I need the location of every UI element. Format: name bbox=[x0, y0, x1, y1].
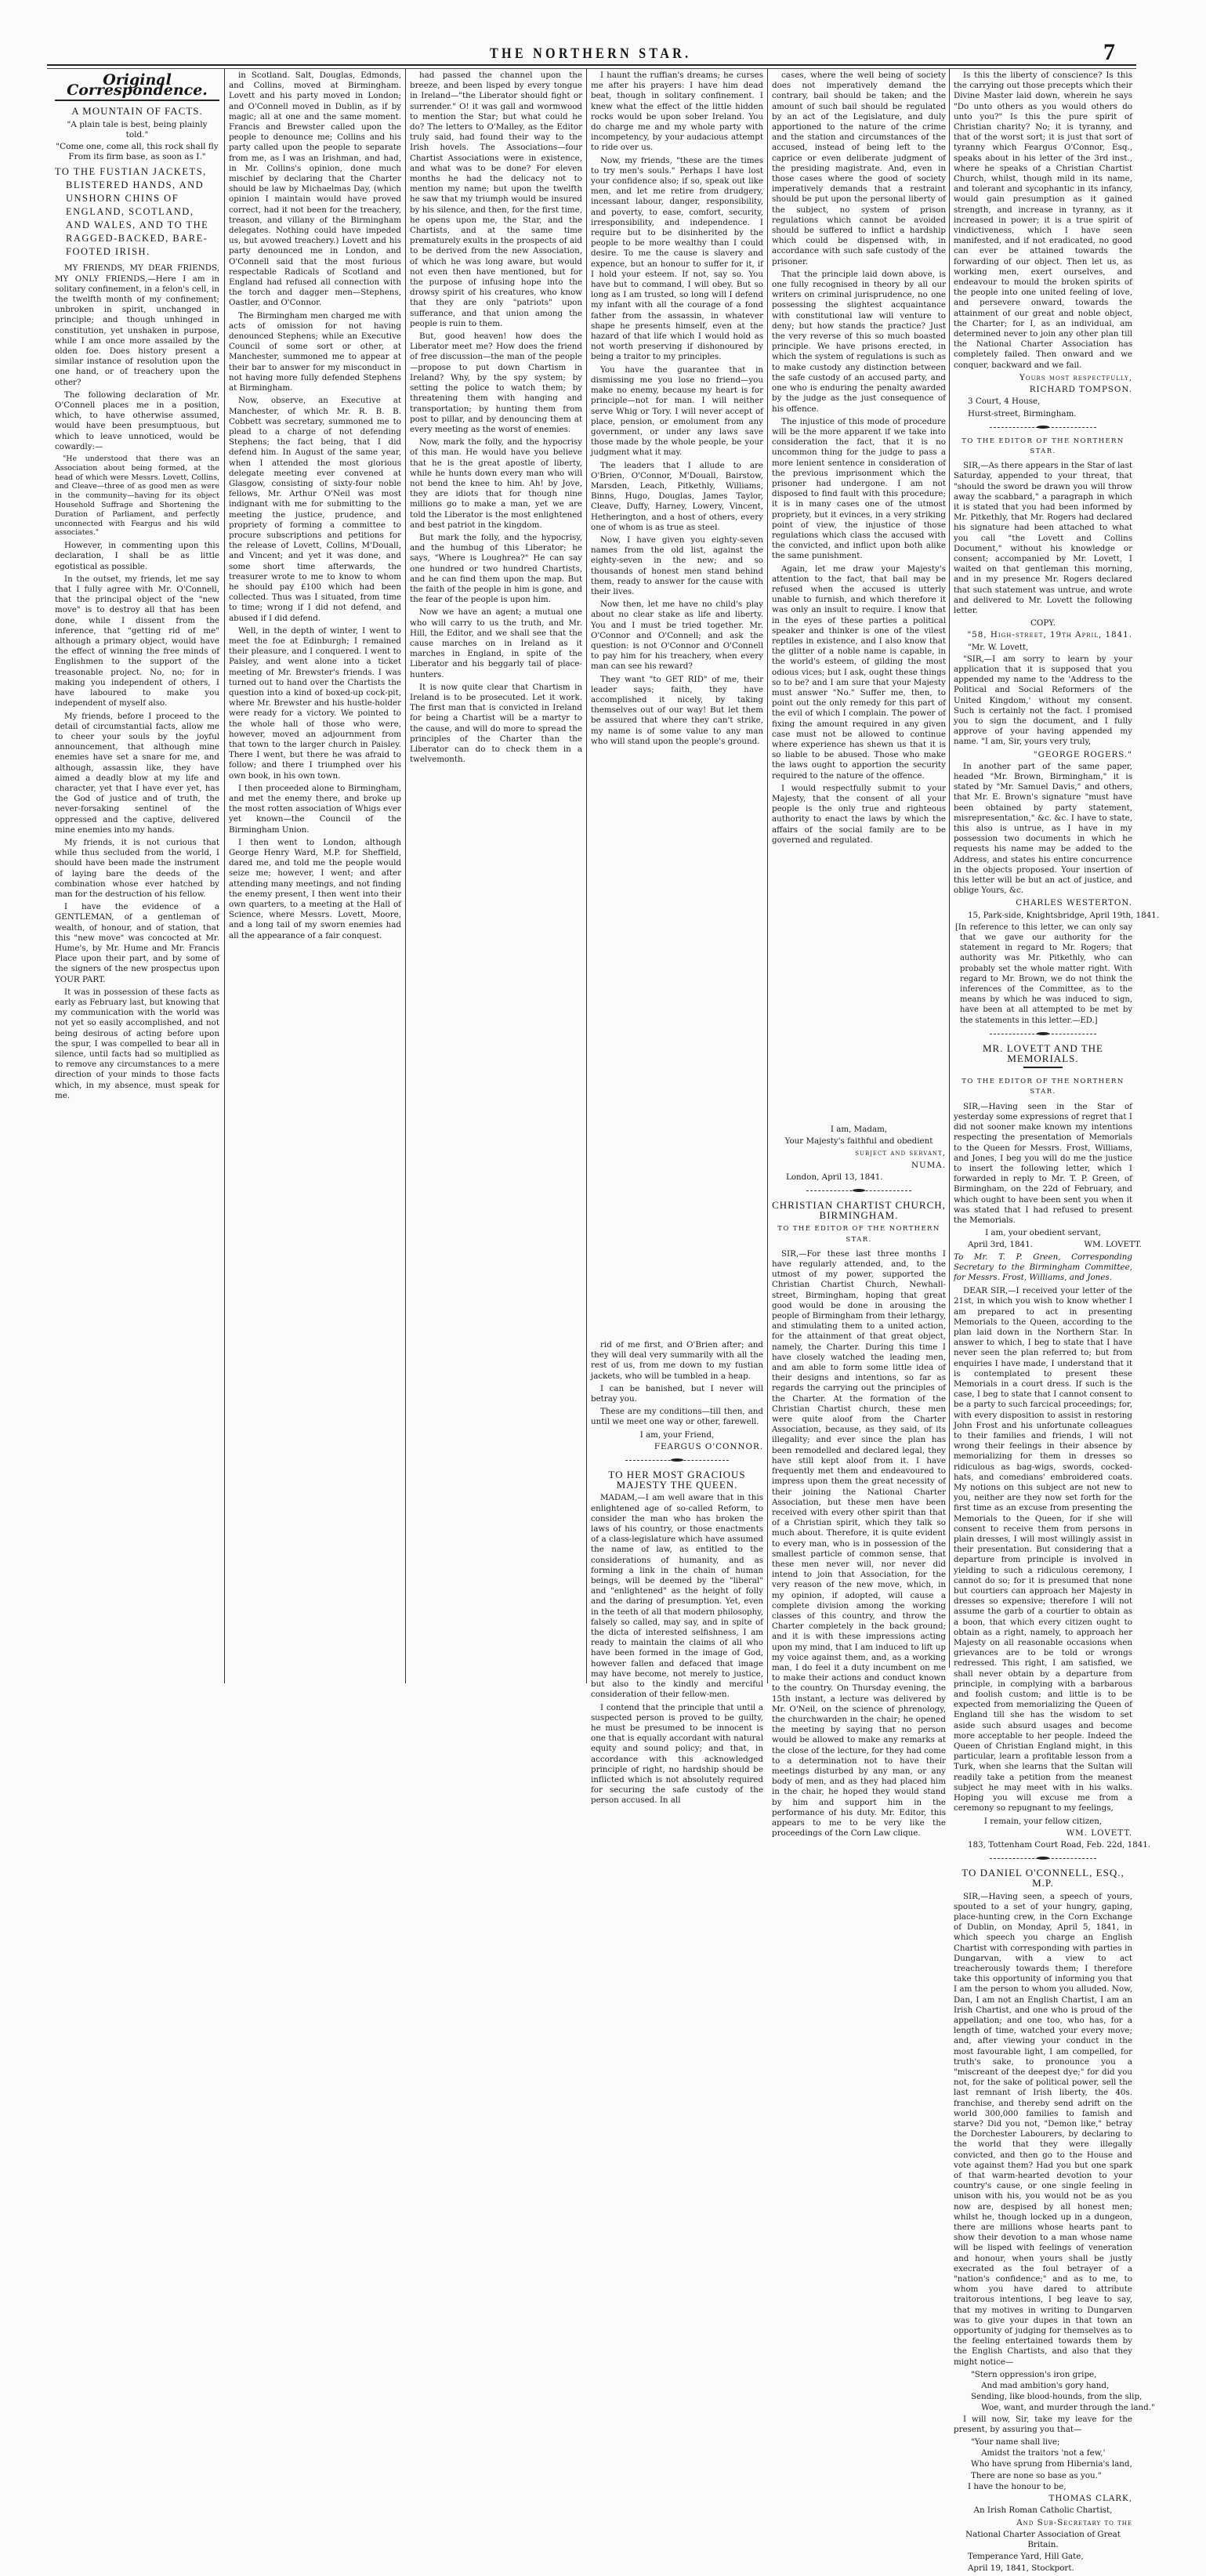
article-heading: TO DANIEL O'CONNELL, ESQ., M.P. bbox=[962, 1867, 1125, 1889]
article-heading: A MOUNTAIN OF FACTS. bbox=[71, 105, 203, 118]
address-line: "Mr. W. Lovett, bbox=[968, 642, 1029, 652]
ornamental-rule bbox=[625, 1457, 729, 1465]
column-divider bbox=[224, 69, 225, 1683]
paragraph: My friends, before I proceed to the detail of circumstantial facts, allow me to cheer your souls by the joyful announcement, that although mine enemies have set a snare for me, and although, assassin like, they have aimed a deadly blow at my life and character, yet that I have ever yet, has the God of justice and of truth, the never-forsaking sentinel of the oppressed and the captive, delivered mine enemies into my hands. bbox=[55, 711, 219, 835]
ornamental-rule bbox=[990, 1031, 1097, 1038]
signature: "GEORGE ROGERS." bbox=[1033, 749, 1132, 759]
signature: CHARLES WESTERTON. bbox=[1016, 898, 1132, 908]
letter-recipient: To Mr. T. P. Green, Corresponding Secretary to the Birmingham Committee, for Messrs. Frost, Williams, and Jones. bbox=[954, 1252, 1132, 1282]
paragraph: SIR,—Having seen in the Star of yesterday some expressions of regret that I did not sooner make known my intentions respecting the presentation of Memorials to the Queen for Messrs. Frost, Williams, and Jones, I beg you will do me the justice to insert the following letter, which I forwarded in reply to Mr. T. P. Green, of Birmingham, on the 22d of February, and which ought to have been sent you when it was stated that I had refused to present the Memorials. bbox=[954, 1101, 1132, 1225]
verse-line: "Your name shall live; bbox=[971, 2437, 1060, 2447]
paragraph: I then proceeded alone to Birmingham, and met the enemy there, and broke up the most rotten association of Whigs ever yet known—the Council of the Birmingham Union. bbox=[229, 783, 401, 835]
signature: FEARGUS O'CONNOR. bbox=[654, 1441, 763, 1451]
signature: WM. LOVETT. bbox=[1066, 1828, 1132, 1838]
closing-line: COPY. bbox=[1030, 618, 1056, 629]
address-line: 3 Court, 4 House, bbox=[968, 397, 1041, 407]
column-divider bbox=[586, 69, 587, 1683]
address-line: 15, Park-side, Knightsbridge, April 19th, 1841. bbox=[968, 910, 1160, 920]
masthead-rule bbox=[47, 64, 1136, 69]
address-line: I have the honour to be, bbox=[968, 2481, 1067, 2491]
signature: "58, High-street, 19th April, 1841. bbox=[967, 630, 1132, 640]
article-heading: CHRISTIAN CHARTIST CHURCH, BIRMINGHAM. bbox=[772, 1199, 946, 1222]
address-heading: TO THE FUSTIAN JACKETS, BLISTERED HANDS, AND UNSHORN CHINS OF ENGLAND, SCOTLAND, AND WALES, AND TO THE RAGGED-BACKED, BARE-FOOTED IRISH. bbox=[55, 166, 209, 258]
paragraph: Now, I have given you eighty-seven names from the old list, against the eighty-seven in the new; and so thousands of honest men stand behind them, ready to answer for the cause with their lives. bbox=[591, 534, 763, 596]
paragraph: "SIR,—I am sorry to learn by your application that it is supposed that you appended my name to the 'Address to the Political and Social Reformers of the United Kingdom,' without my consent. Such is certainly not the fact. I promised you to sign the document, and I fully approve of your having appended my name. "I am, Sir, yours very truly, bbox=[954, 654, 1132, 747]
paragraph: They want "to GET RID" of me, their leader says; faith, they have accomplished it nicely, by taking themselves out of our way! But let them be assured that where they can't strike, my name is of some value to any man who will stand upon the people's ground. bbox=[591, 674, 763, 746]
article-letter-to-the-queen-continued bbox=[772, 71, 946, 848]
paragraph: I would respectfully submit to your Majesty, that the consent of all your people is the only true and righteous authority to enact the laws by which the affairs of the social family are to be governed and regulated. bbox=[772, 783, 946, 845]
editor-salutation: TO THE EDITOR OF THE NORTHERN STAR. bbox=[962, 437, 1125, 455]
paragraph: I have the evidence of a GENTLEMAN, of a gentleman of wealth, of honour, and of station, that this "new move" was concocted at Mr. Hume's, by Mr. Hume and Mr. Francis Place upon their part, and by some of the signers of the new prospectus upon YOUR PART. bbox=[55, 902, 219, 984]
address-line: Temperance Yard, Hill Gate, bbox=[968, 2552, 1084, 2562]
signature: Yours most respectfully, bbox=[1019, 372, 1132, 382]
paragraph: Now, observe, an Executive at Manchester, of which Mr. R. B. B. Cobbett was secretary, summoned me to plead to a charge of not defending Stephens; the fact being, that I did defend him. In August of the same year, when I attended the most glorious delegate meeting ever convened at Glasgow, consisting of sixty-four noble fellows, Mr. Arthur O'Neil was most indignant with me for submitting to the meeting the justice, prudence, and propriety of forming a committee to procure subscriptions and petitions for the release of Lovett, Collins, M'Douall, and Vincent; and yet it was done, and some short time afterwards, the treasurer wrote to me to know to whom he should pay £100 which had been collected. Thus was I situated, from time to time; wrong if I did not defend, and abused if I did defend. bbox=[229, 396, 401, 623]
signature: RICHARD TOMPSON. bbox=[1029, 385, 1132, 395]
verse-line: Who have sprung from Hibernia's land, bbox=[971, 2459, 1132, 2469]
signature: NUMA. bbox=[911, 1160, 946, 1170]
section-heading: Original Correspondence. bbox=[55, 75, 219, 101]
closing-line: Your Majesty's faithful and obedient bbox=[784, 1136, 933, 1147]
verse-line: Amidst the traitors 'not a few,' bbox=[971, 2448, 1106, 2458]
editor-note: [In reference to this letter, we can only say that we gave our authority for the statement in regard to Mr. Rogers; that authority was Mr. Pitkethly, who can probably set the whole matter right. With regard to Mr. Brown, we do not think the inferences of the Committee, as to the means by which he was induced to sign, have been at all attempted to be met by the statements in this letter.—ED.] bbox=[955, 922, 1132, 1025]
closing-line: I remain, your fellow citizen, bbox=[983, 1816, 1103, 1826]
paragraph: had passed the channel upon the breeze, and been lisped by every tongue in Ireland—"the Liberator should fight or surrender." O! it was gall and wormwood to mention the Star; but what could he do? The letters to O'Malley, as the Editor truly said, had found their way to the Irish hovels. The Associations—four Chartist Associations were in existence, and what was to be done? For eleven months he had the delicacy not to mention my name; but upon the twelfth he saw that my triumph would be insured by his silence, and then, for the first time, he opens upon me, the Star, and the Chartists, and at the same time prematurely exults in the prospects of aid to be derived from the new Association, of which he was long aware, but would not even then have mentioned, but for the purpose of infusing hope into the drowsy spirit of his creatures, who know that they are only "patriots" upon sufferance, and that union among the people is ruin to them. bbox=[410, 71, 582, 328]
article-heading: TO HER MOST GRACIOUS MAJESTY THE QUEEN. bbox=[608, 1469, 746, 1491]
epigraph: "Come one, come all, this rock shall fly From its firm base, as soon as I." bbox=[56, 142, 219, 162]
paragraph: However, in commenting upon this declaration, I shall be as little egotistical as possible. bbox=[55, 541, 219, 571]
ornamental-rule bbox=[806, 1187, 911, 1195]
paragraph: Now, my friends, "these are the times to try men's souls." Perhaps I have lost your confidence also; if so, speak out like men, and let me retire from drudgery, incessant labour, danger, responsibility, and poverty, to ease, comfort, security, irresponsibility, and independence. I require but to be disinherited by the people to be more wealthy than I could desire. To me the cause is slavery and expence, but an honour to suffer for it, if I hold your esteem. If not, say so. You have but to command, I will obey. But so long as I am trusted, so long will I defend my infant with all the courage of a fond father from the assassin, in whatever shape he presents himself, even at the hazard of that life which I would hold as not worth preserving if dishonoured by being a traitor to my principles. bbox=[591, 155, 763, 362]
paragraph: I contend that the principle that until a suspected person is proved to be guilty, he must be presumed to be innocent is one that is equally accordant with natural equity and sound policy; and that, in accordance with this acknowledged principle of right, no hardship should be inflicted which is not absolutely required for securing the safe custody of the person accused. In all bbox=[591, 1702, 763, 1806]
newspaper-title: THE NORTHERN STAR. bbox=[490, 45, 692, 62]
paragraph: The following declaration of Mr. O'Connell places me in a position, which, to have otherwise assumed, would have been presumptuous, but which to leave unnoticed, would be cowardly:— bbox=[55, 389, 219, 451]
paragraph: Is this the liberty of conscience? Is this the carrying out those precepts which their Divine Master laid down, wherein he says "Do unto others as you would others do unto you?" Is this the pure spirit of Christian charity? No; it is tyranny, and that of the worst sort; it is just that sort of tyranny which Feargus O'Connor, Esq., speaks about in his letter of the 3rd inst., where he speaks of a Christian Chartist Church, whilst, though mild in its name, and tolerant and sycophantic in its infancy, would gain presumption as it gained strength, and increase in tyranny, as it increased in power; it is a true spirit of vindictiveness, which I have seen manifested, and if not eradicated, no good can ever be attained towards the forwarding of our object. Then let us, as working men, exert ourselves, and endeavour to mould the broken spirits of the people into one united feeling of love, and persevere onward, towards the attainment of our great and noble object, the Charter; for I, as an individual, am determined never to join any other plan till the National Charter Association has completely failed. Then onward and we conquer, backward and we fail. bbox=[954, 71, 1132, 370]
closing-line: National Charter Association of Great Britain. bbox=[965, 2529, 1121, 2549]
paragraph: In another part of the same paper, headed "Mr. Brown, Birmingham," it is stated by "Mr. Samuel Davis," and others, that Mr. E. Brown's signature "must have been obtained by party statement, misrepresentation," &c. &c. I have to state, this also is untrue, as I have in my possession two documents in which he requests his name may be added to the Address, and states his entire concurrence in the objects proposed. Your insertion of this letter will be but an act of justice, and oblige Yours, &c. bbox=[954, 761, 1132, 896]
closing-line: I am, your obedient servant, bbox=[985, 1228, 1101, 1238]
quotation: "He understood that there was an Association about being formed, at the head of which were Messrs. Lovett, Collins, and Cleave—three of as good men as were in the community—having for its object Household Suffrage and Shortening the Duration of Parliament, and perfectly unconnected with Feargus and his wild associates." bbox=[55, 455, 219, 538]
paragraph: It is now quite clear that Chartism in Ireland is to be prosecuted. Let it work. The first man that is convicted in Ireland for being a Chartist will be a martyr to the cause, and will do more to spread the principles of the Charter than the Liberator can do to check them in a twelvemonth. bbox=[410, 682, 582, 765]
paragraph: SIR,—Having seen, a speech of yours, spouted to a set of your hungry, gaping, place-hunting crew, in the Corn Exchange of Dublin, on Monday, April 5, 1841, in which speech you charge an English Chartist with corresponding with parties in Dungarvan, with a view to act treacherously towards them; I therefore take this opportunity of informing you that I am the person to whom you alluded. Now, Dan, I am not an English Chartist, I am an Irish Chartist, and one who is proud of the appellation; and one too, who has, for a length of time, watched your every move; and, after viewing your conduct in the most favourable light, I am compelled, for truth's sake, to pronounce you a "miscreant of the deepest dye;" for did you not, for the sake of political power, sell the last remnant of Irish liberty, the 40s. franchise, and thereby send adrift on the world 300,000 families to famish and starve? Did you not, "Demon like," betray the Dorchester Labourers, by declaring to the world that they were illegally convicted, and then go to the House and vote against them? Had you but one spark of that warm-hearted devotion to your country's cause, or one single feeling in unison with his, you would not be as you now are, despised by all honest men; whilst he, though locked up in a dungeon, there are millions whose hearts pant to show their devotion to a man whose name will be lisped with feelings of veneration and honour, when yours shall be justly execrated as the foul betrayer of a "nation's confidence;" and as to me, to whom you have dared to attribute traitorous intentions, I beg leave to say, that my motives in writing to Dungarven was to give your dupes in that town an opportunity of judging for themselves as to the feeling entertained towards them by the English Chartists, and also that they might notice— bbox=[954, 1891, 1132, 2367]
paragraph: You have the guarantee that in dismissing me you lose no friend—you make no enemy, because my heart is for principle—not for man. I will neither serve Whig or Tory. I will never accept of place, pension, or emolument from any government, or under any laws save those made by the whole people, be your judgment what it may. bbox=[591, 364, 763, 458]
closing-line: I am, Madam, bbox=[830, 1125, 888, 1134]
article-continuation bbox=[591, 71, 763, 749]
closing-line: I am, your Friend, bbox=[639, 1429, 715, 1440]
signature: subject and servant, bbox=[855, 1148, 946, 1158]
article-heading: MR. LOVETT AND THE MEMORIALS. bbox=[982, 1042, 1104, 1065]
verse-line: Sending, like blood-hounds, from the slip, bbox=[971, 2392, 1143, 2402]
article-christian-chartist-church bbox=[772, 1125, 946, 1841]
paragraph: The injustice of this mode of procedure will be the more apparent if we take into consideration the fact, that it is no uncommon thing for the judge to pass a more lenient sentence in consideration of the previous imprisonment which the prisoner had undergone. I am not disposed to find fault with this procedure; it is in many cases one of the utmost propriety, but it evinces, in a very striking point of view, the injustice of those regulations which class the accused with the convicted, and inflict upon both alike the same punishment. bbox=[772, 416, 946, 561]
paragraph: I then went to London, although George Henry Ward, M.P. for Sheffield, dared me, and told me the people would seize me; however, I went; and after attending many meetings, and not finding the enemy present, I then went into their own quarters, to a meeting at the Hall of Science, where Messrs. Lovett, Moore, and a long tail of my sworn enemies had all the appearance of a fair conquest. bbox=[229, 837, 401, 940]
paragraph: I will now, Sir, take my leave for the present, by assuring you that— bbox=[954, 2414, 1132, 2434]
paragraph: Now then, let me have no child's play about no clear stake as life and liberty. You and I must be tried together. Mr. O'Connor and O'Connell; and ask the question: is not O'Connor and O'Connell to pay him for his treachery, when every man can see his reward? bbox=[591, 600, 763, 672]
address-line: April 19, 1841, Stockport. bbox=[968, 2563, 1074, 2574]
paragraph: My friends, it is not curious that while thus secluded from the world, I should have been made the instrument of laying bare the deeds of the combination whose ever hatched by man for the destruction of his fellow. bbox=[55, 837, 219, 899]
article-letters bbox=[954, 71, 1160, 2576]
page-number: 7 bbox=[1103, 39, 1115, 65]
paragraph: in Scotland. Salt, Douglas, Edmonds, and Collins, moved at Birmingham. Lovett and his party moved in London; and O'Connell moved in Dublin, as if by magic; all at one and the same moment. Francis and Brewster called upon the people to denounce me; Collins and his party called upon the people to separate from me, as I was an Irishman, and had, in Mr. Collins's opinion, done much mischief by declaring that the Charter should be law by Michaelmas Day, (which opinion I maintain would have proved correct, had it not been for the treachery, treason, and villany of the Birmingham delegates. Nothing could have impeded us, but avowed treachery.) Lovett and his party denounced me in London, and O'Connell said that the most furious respectable Radicals of Scotland and England had refused all connection with the torch and dagger men—Stephens, Oastler, and O'Connor. bbox=[229, 71, 401, 308]
paragraph: It was in possession of these facts as early as February last, but knowing that my communication with the world was not yet so easily accomplished, and not being desirous of acting before upon the spur, I was compelled to bear all in silence, until facts had so multiplied as to remove any circumstances to a mere direction of your minds to those facts which, in my absence, must speak for me. bbox=[55, 987, 219, 1100]
column-divider bbox=[767, 69, 768, 1683]
paragraph: cases, where the well being of society does not imperatively demand the contrary, bail should be taken; and the amount of such bail should be regulated by an act of the Legislature, and duly apportioned to the nature of the crime and the station and circumstances of the accused, instead of being left to the caprice or even deliberate judgment of the presiding magistrate. And, even in those cases where the good of society imperatively demands that a restraint should be put upon the personal liberty of the subject, no system of prison regulations which cannot be avoided should be suffered to inflict a hardship which could be dispensed with, in accordance with such safe custody of the prisoner. bbox=[772, 71, 946, 266]
verse-line: There are none so base as you." bbox=[971, 2470, 1102, 2480]
ornamental-rule bbox=[990, 1855, 1097, 1863]
paragraph: SIR,—As there appears in the Star of last Saturday, appended to your threat, that "should the sword be drawn you will throw away the scabbard," a paragraph in which it is stated that you had been informed by Mr. Pitkethly, that Mr. Rogers had declared his signature had been attached to what you call "the Lovett and Collins Document," without his knowledge or consent; accompanied by Mr. Lovett, I waited on that gentleman this morning, and in my presence Mr. Rogers declared that such statement was untrue, and wrote and delivered to Mr. Lovett the following letter. bbox=[954, 461, 1132, 615]
paragraph: That the principle laid down above, is one fully recognised in theory by all our writers on criminal jurisprudence, no one possessing the slightest acquaintance with constitutional law will venture to deny; but how stands the practice? Just the very reverse of this so much boasted principle. We have prisons erected, in which the system of regulations is such as to make custody any distinction between the safe custody of an accused party, and one who is enduring the penalty awarded by the judge as the just consequence of his offence. bbox=[772, 269, 946, 414]
paragraph: Again, let me draw your Majesty's attention to the fact, that bail may be refused when the accused is utterly unable to furnish, and which therefore it was only an insult to require. I know that in the eyes of these parties a political speaker and thinker is one of the vilest reptiles in existence, and I also know that the glitter of a noble name is capable, in the world's esteem, of gilding the most odious vices; but I ask, ought these things so to be? and I am sure that your Majesty must answer "No." Suffer me, then, to point out the only remedy for this part of the evil of which I complain. The power of fixing the amount required in any given case must not be allowed to continue where experience has shewn us that it is so liable to be abused. Those who make the laws ought to apportion the security required to the nature of the offence. bbox=[772, 563, 946, 781]
paragraph: I can be banished, but I never will betray you. bbox=[591, 1383, 763, 1404]
editor-salutation: TO THE EDITOR OF THE NORTHERN STAR. bbox=[962, 1078, 1125, 1096]
verse-line: "Stern oppression's iron gripe, bbox=[971, 2369, 1097, 2379]
editor-salutation: TO THE EDITOR OF THE NORTHERN STAR. bbox=[777, 1225, 940, 1244]
verse-line: Woe, want, and murder through the land." bbox=[971, 2403, 1155, 2413]
address-line: April 3rd, 1841. WM. LOVETT. bbox=[968, 1240, 1142, 1250]
article-continuation bbox=[229, 71, 401, 944]
masthead bbox=[0, 39, 1206, 65]
closing-line: An Irish Roman Catholic Chartist, bbox=[973, 2505, 1113, 2516]
article-letter-to-the-queen bbox=[591, 1340, 763, 1809]
address-line: London, April 13, 1841. bbox=[786, 1172, 883, 1182]
paragraph: The Birmingham men charged me with acts of omission for not having denounced Stephens; while an Executive Council of some sort or other, at Manchester, summoned me to appear at their bar to answer for my misconduct in not having more fully defended Stephens at Birmingham. bbox=[229, 310, 401, 393]
signature: And Sub-Secretary to the bbox=[1016, 2517, 1132, 2527]
verse-line: And mad ambition's gory hand, bbox=[971, 2381, 1110, 2391]
paragraph: The leaders that I allude to are O'Brien, O'Connor, M'Douall, Bairstow, Marsden, Leach, Pitkethly, Williams, Binns, Hugo, Douglas, James Taylor, Cleave, Duffy, Harney, Lowery, Vincent, Hetherington, and a host of others, every one of whom is as true as steel. bbox=[591, 460, 763, 532]
address-line: 183, Tottenham Court Road, Feb. 22d, 1841. bbox=[968, 1839, 1151, 1850]
address-line: Hurst-street, Birmingham. bbox=[968, 408, 1077, 418]
short-rule bbox=[1023, 1067, 1063, 1073]
ornamental-rule bbox=[990, 424, 1097, 432]
signature: THOMAS CLARK, bbox=[1048, 2494, 1132, 2504]
paragraph: I haunt the ruffian's dreams; he curses me after his prayers: I have him dead beat, though in solitary confinement. I knew what the effect of the little hidden rocks would be upon sober Ireland. You do charge me and my whole party with incompetency, by your audacious attempt to ride over us. bbox=[591, 71, 763, 153]
paragraph: But, good heaven! how does the Liberator meet me? How does the friend of free discussion—the man of the people—propose to put down Chartism in Ireland? Why, by the spy system; by setting the police to watch them; by threatening them with hanging and transportation; by hunting them from post to pillar, and by denouncing them at every meeting as the worst of enemies. bbox=[410, 332, 582, 434]
column-divider bbox=[405, 69, 406, 1683]
paragraph: MY FRIENDS, MY DEAR FRIENDS, MY ONLY FRIENDS,—Here I am in solitary confinement, in a felon's cell, in the twelfth month of my confinement; unbroken in spirit, unchanged in principle; and though unhinged in constitution, yet unshaken in purpose, while I am once more assailed by the olden foe. Does history present a similar instance of resolution upon the one hand, or of treachery upon the other? bbox=[55, 263, 219, 387]
column-divider bbox=[949, 69, 950, 1668]
paragraph: SIR,—For these last three months I have regularly attended, and, to the utmost of my power, supported the Christian Chartist Church, Newhall-street, Birmingham, hoping that great good would be done in arousing the people of Birmingham from their lethargy, and stimulating them to a united action, for the attainment of that great object, namely, the Charter. During this time I have closely watched the leading men, and am able to form some little idea of their designs and intentions, so far as regards the carrying out the principles of the Charter. At the formation of the Christian Chartist church, these men were quite aloof from the Charter Association, because, as they said, of its illegality; and ever since the plan has been remodelled and declared legal, they have still kept aloof from it. I have frequently met them and endeavoured to impress upon them the great necessity of their joining the National Charter Association, but these men have been received with every other spirit than that of a Christian spirit, which they talk so much about. Therefore, it is quite evident to every man, who is in possession of the smallest particle of common sense, that these men never will, nor never did intend to join that Association, for the very reason of the new move, which, in my opinion, if adopted, will cause a complete division among the working classes of this country, and throw the Charter completely in the back ground; and it is with these impressions acting upon my mind, that I am induced to lift up my voice against them, and, as a working man, I do feel it a duty incumbent on me to make their actions and conduct known to the country. On Thursday evening, the 15th instant, a lecture was delivered by Mr. O'Neil, on the science of phrenology, the churchwarden in the chair; he opened the meeting by saying that no person would be allowed to make any remarks at the close of the lecture, for they had come to a determination not to have their meetings disturbed by any man, or any body of men, and as they had placed him in the chair, he hoped they would stand by him and support him in the performance of his duty. Mr. Editor, this appears to me to be very like the proceedings of the Corn Law clique. bbox=[772, 1248, 946, 1839]
paragraph: Now we have an agent; a mutual one who will carry to us the truth, and Mr. Hill, the Editor, and we shall see that the cause marches on in Ireland as it marches in England, in spite of the Liberator and his beggarly tail of place-hunters. bbox=[410, 607, 582, 679]
paragraph: MADAM,—I am well aware that in this enlightened age of so-called Reform, to consider the man who has broken the laws of his country, or those enactments of a class-legislature which have assumed the name of law, as entitled to the considerations of humanity, and as forming a link in the chain of human beings, will be deemed by the "liberal" and "enlightened" as the height of folly and the daring of presumption. Yet, even in the teeth of all that modern philosophy, falsely so called, may say, and in spite of the dicta of interested selfishness, I am ready to maintain the claims of all who have been formed in the image of God, however fallen and defaced that image may have become, not merely to justice, but also to the kindly and merciful consideration of their fellow-men. bbox=[591, 1493, 763, 1700]
paragraph: In the outset, my friends, let me say that I fully agree with Mr. O'Connell, that the principal object of the "new move" is to destroy all that has been done, while I dissent from the inference, that "getting rid of me" although a primary object, would have the effect of winning the free minds of Englishmen to the support of the treasonable project. No, no; for in making you independent of others, I have laboured to make you independent of myself also. bbox=[55, 574, 219, 708]
paragraph: Well, in the depth of winter, I went to meet the foe at Edinburgh; I remained their pleasure, and I conquered. I went to Paisley, and went alone into a ticket meeting of Mr. Brewster's friends. I was turned out to hand over the Chartists the question into a kind of boxed-up cock-pit, where Mr. Brewster and his hustle-holder were ready for a victory. We pointed to the whole hall of those who were, however, moved an adjournment from that town to the larger church in Paisley. There I went, but there he was afraid to follow; and there I triumphed over his own book, in his own town. bbox=[229, 625, 401, 781]
article-continuation bbox=[410, 71, 582, 767]
paragraph: But mark the folly, and the hypocrisy, and the humbug of this Liberator; he says, "Where is Loughrea?" He can say one hundred or two hundred Chartists, and he can find them upon the map. But the faith of the people in him is gone, and the fear of the people is upon him. bbox=[410, 532, 582, 605]
paragraph: rid of me first, and O'Brien after; and they will deal very summarily with all the rest of us, from me down to my fustian jackets, who will be tumbled in a heap. bbox=[591, 1340, 763, 1381]
epigraph: "A plain tale is best, being plainly told." bbox=[67, 119, 208, 139]
paragraph: Now, mark the folly, and the hypocrisy of this man. He would have you believe that he is the great apostle of liberty, while he hunts down every man who will not bend the knee to him. Ah! by Jove, they are idiots that for though nine millions go to make a man, yet we are told the Liberator is the most enlightened and best patriot in the kingdom. bbox=[410, 437, 582, 530]
paragraph: DEAR SIR,—I received your letter of the 21st, in which you wish to know whether I am prepared to act in presenting Memorials to the Queen, according to the plan laid down in the Northern Star. In answer to which, I beg to state that I have never seen the plan referred to; but from enquiries I have made, I understand that it is contemplated to present these Memorials in a court dress. If such is the case, I beg to state that I cannot consent to be a party to such farcical proceedings; for, with every disposition to assist in restoring John Frost and his unfortunate colleagues to their families and friends, I will not wrong their feelings in their absence by memorializing for them in dresses so ridiculous as bag-wigs, swords, cocked-hats, and comedians' embroidered coats. My notions on this subject are not new to you, neither are they now set forth for the first time as an excuse from presenting the Memorials to the Queen, for if she will consent to receive them from persons in plain dresses, I will most willingly assist in their presentation. But considering that a departure from principle is involved in yielding to such a ridiculous ceremony, I cannot do so; for it is presumed that none but courtiers can approach her Majesty in dresses so expensive; therefore I will not assume the garb of a courtier to obtain as a boon, that which every citizen ought to obtain as a right, namely, to approach her Majesty on all reasonable occasions when grievances are to be told or wrongs redressed. This right, I am satisfied, we shall never obtain by a departure from principle, in complying with a barbarous and foolish custom; and little is to be expected from memorializing the Queen of England till she has the wisdom to set aside such absurd usages and become more acceptable to her people. Indeed the Queen of Christian England might, in this particular, learn a profitable lesson from a Turk, when she learns that the Sultan will readily take a petition from the meanest subject he may meet with in his walks. Hoping you will excuse me from a ceremony so repugnant to my feelings, bbox=[954, 1286, 1132, 1813]
paragraph: These are my conditions—till then, and until we meet one way or other, farewell. bbox=[591, 1407, 763, 1427]
article-mountain-of-facts bbox=[55, 71, 219, 1103]
